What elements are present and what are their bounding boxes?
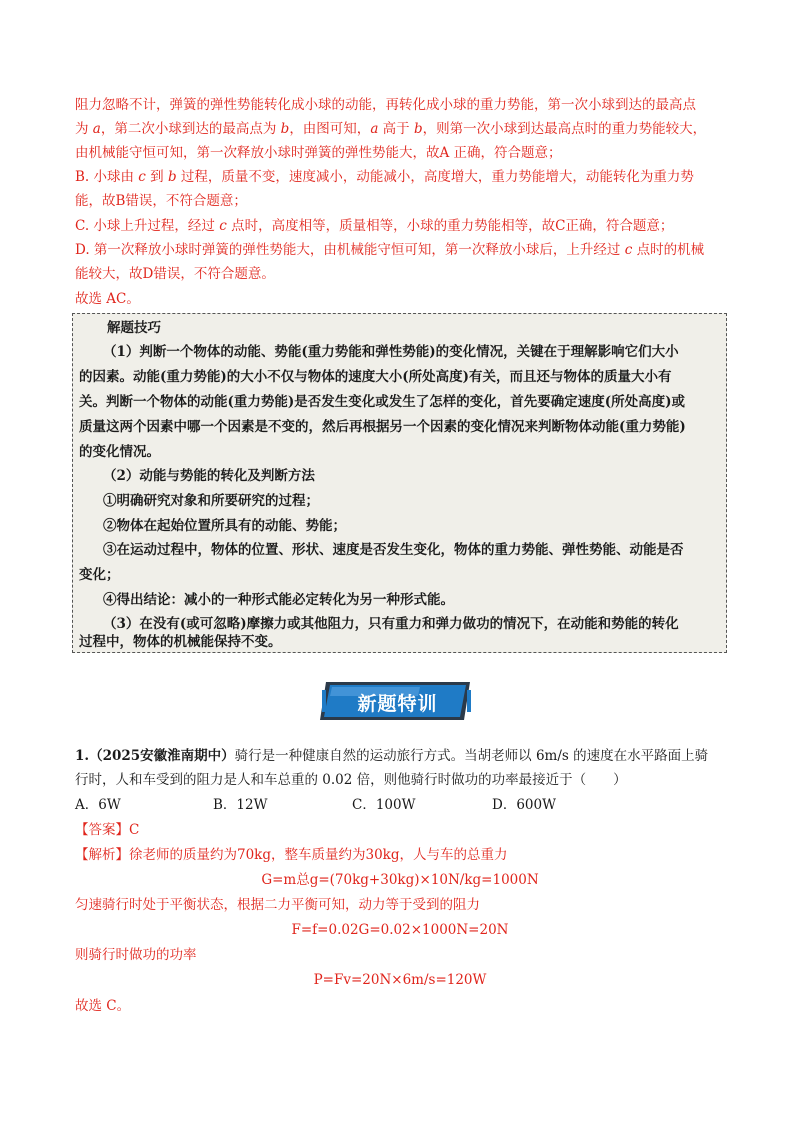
analysis-line-4: B. 小球由 c 到 b 过程，质量不变，速度减小，动能减小，高度增大，重力势能增大，动能转化为重力势 [75,169,694,185]
question-conclusion: 故选 C。 [75,998,131,1014]
tips-p2-title: （2）动能与势能的转化及判断方法 [103,468,315,484]
formula-force: F=f=0.02G=0.02×1000N=20N [291,922,509,938]
option-a: A．6W [75,797,121,813]
section-banner [320,676,475,726]
banner-text: 新题特训 [357,693,438,715]
formula-power: P=Fv=20N×6m/s=120W [313,972,487,988]
tips-step-1: ①明确研究对象和所要研究的过程； [103,493,319,509]
analysis-line-c: 则骑行时做功的功率 [75,947,197,963]
analysis-line-6: C. 小球上升过程，经过 c 点时，高度相等，质量相等，小球的重力势能相等，故C正确，符合题意； [75,218,674,234]
analysis-line-3: 由机械能守恒可知，第一次释放小球时弹簧的弹性势能大，故A 正确，符合题意； [75,145,562,161]
analysis-line-8: 能较大，故D错误，不符合题意。 [75,266,275,282]
answer-value: C [129,822,140,838]
question-line-2: 行时，人和车受到的阻力是人和车总重的 0.02 倍，则他骑行时做功的功率最接近于（ ） [75,772,627,788]
analysis-line-1: 阻力忽略不计，弹簧的弹性势能转化成小球的动能，再转化成小球的重力势能，第一次小球到达的最高点 [75,97,696,113]
tips-step-2: ②物体在起始位置所具有的动能、势能； [103,518,346,534]
tips-step-3-line-1: ③在运动过程中，物体的位置、形状、速度是否发生变化，物体的重力势能、弹性势能、动能是否 [103,542,684,558]
tips-p1-line-1: （1）判断一个物体的动能、势能(重力势能和弹性势能)的变化情况，关键在于理解影响它们大小 [103,344,679,360]
analysis-line-b: 匀速骑行时处于平衡状态，根据二力平衡可知，动力等于受到的阻力 [75,897,480,913]
option-c: C．100W [352,797,416,813]
analysis-line-2: 为 a，第二次小球到达的最高点为 b，由图可知，a 高于 b，则第一次小球到达最高点时的重力势能较大， [75,121,707,137]
option-d: D．600W [492,797,556,813]
answer-line [75,820,139,840]
analysis-label: 【解析】 [75,847,129,863]
option-b: B．12W [213,797,268,813]
question-line-1: 1.（2025安徽淮南期中）骑行是一种健康自然的运动旅行方式。当胡老师以 6m/s 的速度在水平路面上骑 [75,748,709,764]
analysis-line-5: 能，故B错误，不符合题意； [75,193,247,209]
analysis-line-a: 【解析】徐老师的质量约为70kg，整车质量约为30kg，人与车的总重力 [75,847,508,863]
tips-p3-line-1: （3）在没有(或可忽略)摩擦力或其他阻力，只有重力和弹力做功的情况下，在动能和势能的转化 [103,616,679,632]
analysis-line-7: D. 第一次释放小球时弹簧的弹性势能大，由机械能守恒可知，第一次释放小球后，上升经过 c 点时的机械 [75,242,705,258]
tips-p1-line-3: 关。判断一个物体的动能(重力势能)是否发生变化或发生了怎样的变化，首先要确定速度(所处高度)或 [79,394,686,410]
tips-title: 解题技巧 [107,320,161,336]
analysis-conclusion: 故选 AC。 [75,291,140,307]
formula-gravity: G=m总g=(70kg+30kg)×10N/kg=1000N [261,872,539,888]
tips-p3-line-2: 过程中，物体的机械能保持不变。 [79,634,282,650]
tips-p1-line-5: 的变化情况。 [79,444,160,460]
tips-p1-line-4: 质量这两个因素中哪一个因素是不变的，然后再根据另一个因素的变化情况来判断物体动能(重力势能) [79,419,686,435]
tips-step-4: ④得出结论：减小的一种形式能必定转化为另一种形式能。 [103,592,454,608]
tips-step-3-line-2: 变化； [79,567,120,583]
answer-label: 【答案】 [75,822,129,838]
tips-p1-line-2: 的因素。动能(重力势能)的大小不仅与物体的速度大小(所处高度)有关，而且还与物体的质量大小有 [79,369,672,385]
tips-box [72,313,727,653]
